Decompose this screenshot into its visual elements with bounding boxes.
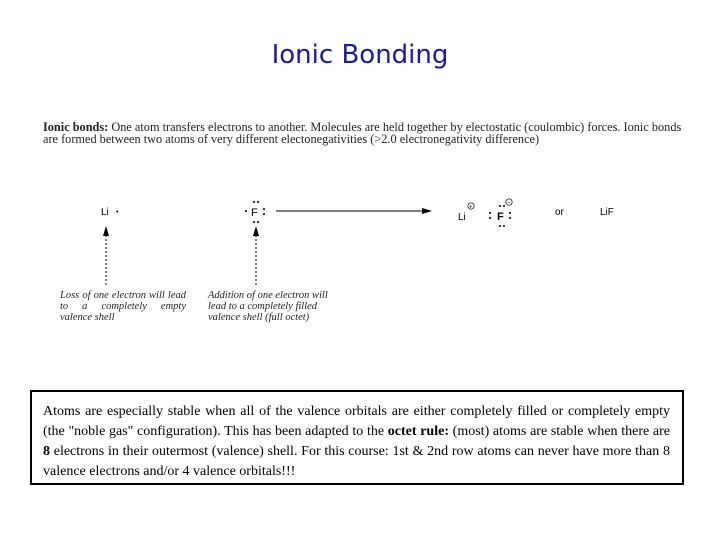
cation-charge: +: [469, 204, 473, 211]
reactant-li: Li: [101, 207, 109, 218]
octet-text-3: electrons in their outermost (valence) shell. For this course: 1st & 2nd row atoms can never have more than 8 valence electrons and/or 4 valence orbitals!!!: [43, 444, 670, 479]
reactant-f: F: [251, 207, 258, 219]
octet-text-1: Atoms are especially stable when all of the valence orbitals are either completely filled or completely empty (the "noble gas" configuration). This has been adapted to the: [43, 404, 670, 439]
octet-rule-term: octet rule:: [387, 424, 449, 439]
f-pointer-arrow: [253, 226, 259, 285]
product-formula: LiF: [600, 207, 614, 218]
li-valence-electron: •: [116, 209, 119, 216]
octet-count: 8: [43, 444, 50, 459]
ionic-bonds-text: One atom transfers electrons to another. Molecules are held together by electostatic (coulombic) forces. Ionic bonds are formed between two atoms of very different electonegativities (>2.0 electronegativity difference): [43, 120, 682, 146]
anion-charge: −: [507, 200, 511, 207]
li-pointer-arrow: [103, 226, 109, 285]
ionic-bonds-term: Ionic bonds:: [43, 120, 109, 134]
octet-rule-box: [30, 390, 684, 485]
page-title: Ionic Bonding: [271, 40, 449, 70]
reaction-arrow: [276, 208, 432, 214]
ionic-bonds-definition: [43, 121, 688, 145]
reaction-diagram: [0, 190, 720, 350]
loss-electron-note: Loss of one electron will lead to a completely empty valence shell: [60, 290, 186, 323]
product-li: Li: [458, 212, 466, 223]
octet-text-2: (most) atoms are stable when there are: [448, 424, 670, 439]
or-label: or: [555, 207, 564, 218]
gain-electron-note: Addition of one electron will lead to a completely filled valence shell (full octet): [208, 290, 328, 323]
product-f: F: [497, 211, 504, 223]
